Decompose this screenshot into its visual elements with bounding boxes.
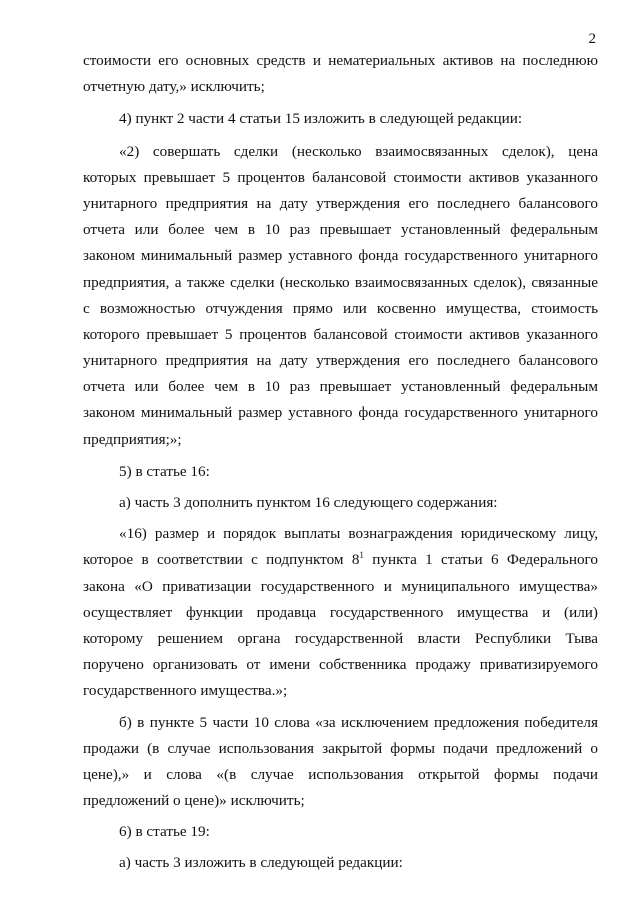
text-fragment: пункта 1 статьи 6 Федерального: [363, 551, 599, 569]
text-line: «16) размер и порядок выплаты вознаграждения юридическому лицу,: [119, 525, 598, 543]
text-line: предприятия;»;: [83, 430, 182, 448]
page-number: 2: [588, 31, 596, 47]
text-line: унитарного предприятия на дату утверждения его последнего балансового: [83, 194, 598, 212]
paragraph-continuation: [83, 48, 598, 100]
paragraph-quote-16: [83, 521, 598, 704]
paragraph-item-6a: [83, 850, 598, 876]
paragraph-item-4: [83, 106, 598, 132]
document-body: [83, 48, 598, 877]
text-line: унитарного предприятия на дату утверждения его последнего балансового: [83, 352, 598, 370]
text-line: законом минимальный размер уставного фонда государственного унитарного: [83, 247, 598, 265]
text-line: а) часть 3 дополнить пунктом 16 следующего содержания:: [119, 494, 498, 511]
text-line: отчета или более чем в 10 раз превышает установленный федеральным: [83, 378, 598, 396]
text-line: б) в пункте 5 части 10 слова «за исключением предложения победителя: [119, 713, 598, 731]
text-line: которого превышает 5 процентов балансовой стоимости активов указанного: [83, 325, 598, 343]
text-line: поручено организовать от имени собственника продажу приватизируемого: [83, 656, 598, 674]
text-line: продажи (в случае использования закрытой формы подачи предложений о: [83, 739, 598, 757]
text-line: осуществляет функции продавца государственного имущества и (или): [83, 603, 598, 621]
text-line: которому решением органа государственной власти Республики Тыва: [83, 629, 598, 647]
text-line: отчета или более чем в 10 раз превышает установленный федеральным: [83, 221, 598, 239]
paragraph-quote-2: [83, 139, 598, 453]
paragraph-item-5: [83, 459, 598, 485]
text-line: которых превышает 5 процентов балансовой стоимости активов указанного: [83, 168, 598, 186]
text-line: [83, 547, 598, 573]
paragraph-item-5b: [83, 710, 598, 815]
text-line: предприятия, а также сделки (несколько взаимосвязанных сделок), связанные: [83, 273, 598, 291]
text-line: закона «О приватизации государственного и муниципального имущества»: [83, 577, 598, 595]
text-line: с возможностью отчуждения прямо или косвенно имущества, стоимость: [83, 299, 598, 317]
text-line: стоимости его основных средств и нематериальных активов на последнюю: [83, 52, 598, 69]
text-line: отчетную дату,» исключить;: [83, 78, 265, 96]
text-line: предложений о цене)» исключить;: [83, 792, 305, 810]
text-line: «2) совершать сделки (несколько взаимосвязанных сделок), цена: [119, 142, 598, 160]
text-line: государственного имущества.»;: [83, 682, 288, 700]
text-line: 6) в статье 19:: [119, 823, 210, 841]
text-line: цене),» и слова «(в случае использования открытой формы подачи: [83, 765, 598, 783]
paragraph-item-6: [83, 819, 598, 845]
paragraph-item-5a: [83, 490, 598, 516]
superscript: 1: [359, 550, 364, 561]
text-fragment: которое в соответствии с подпунктом 8: [83, 551, 360, 569]
text-line: законом минимальный размер уставного фонда государственного унитарного: [83, 404, 598, 422]
text-line: а) часть 3 изложить в следующей редакции:: [119, 854, 403, 872]
text-line: 4) пункт 2 части 4 статьи 15 изложить в следующей редакции:: [119, 110, 523, 128]
text-line: 5) в статье 16:: [119, 462, 210, 480]
